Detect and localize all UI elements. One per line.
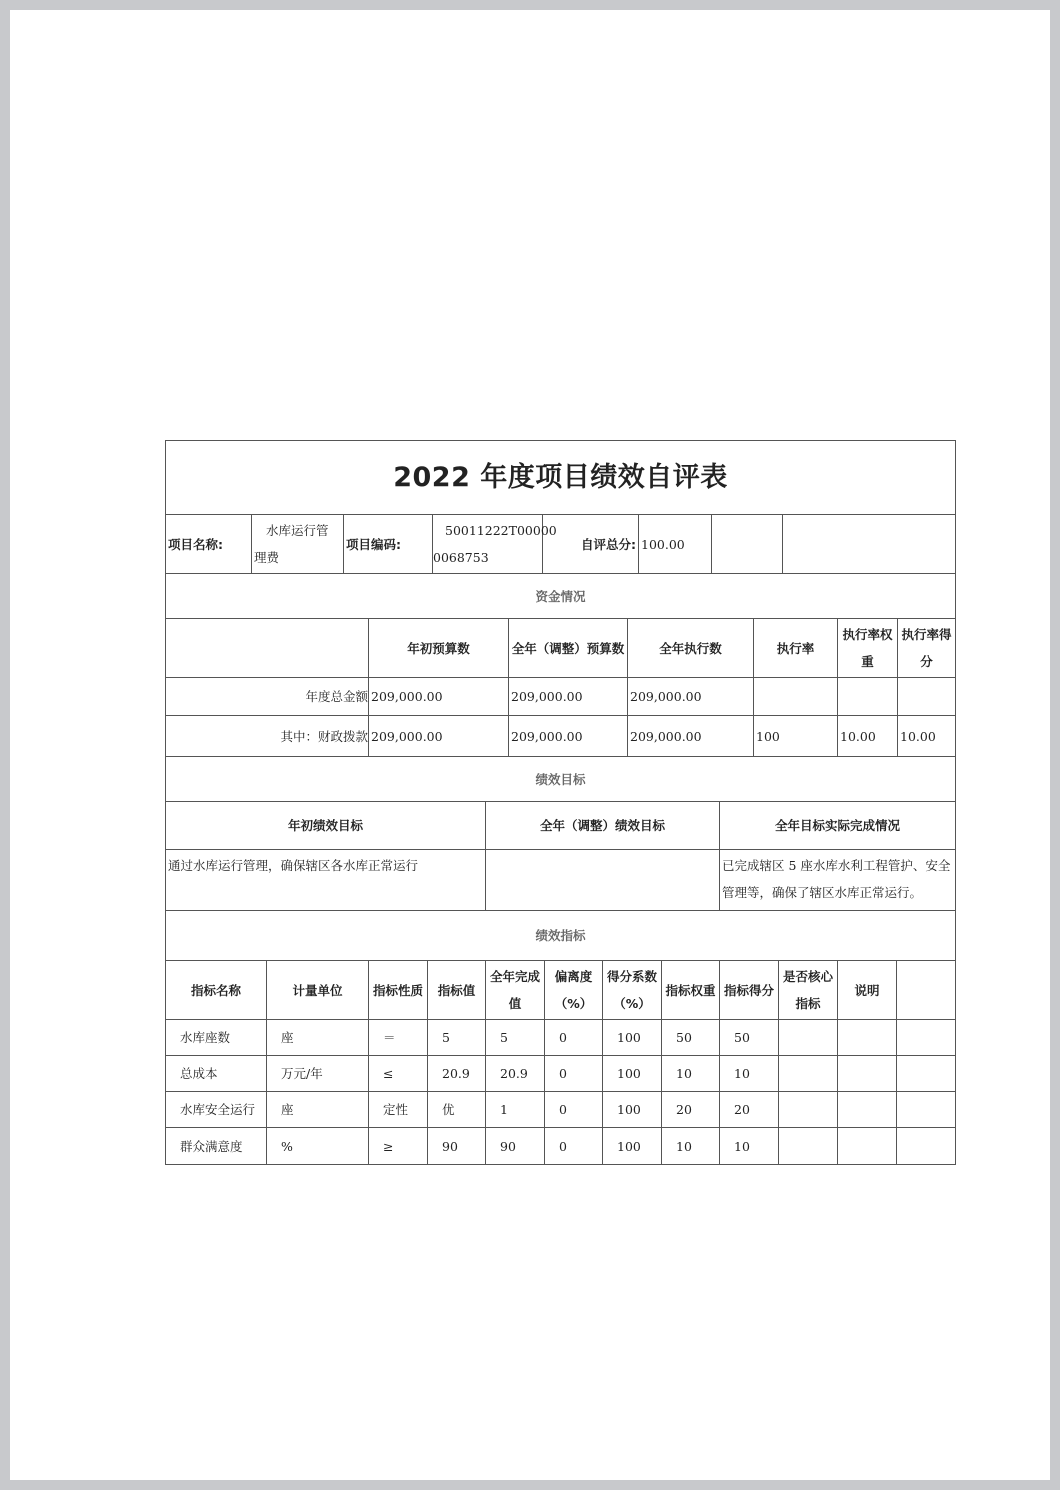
indicator-coefficient: 100 xyxy=(603,1092,662,1127)
funds-adjusted-value: 209,000.00 xyxy=(509,678,628,715)
header-completed-line2: 值 xyxy=(508,996,522,1011)
funds-executed-value: 209,000.00 xyxy=(628,716,754,756)
indicator-completed: 90 xyxy=(486,1128,545,1164)
header-rate-score-line2: 分 xyxy=(920,654,933,669)
indicator-deviation: 0 xyxy=(545,1056,603,1091)
indicator-note xyxy=(838,1092,897,1127)
indicator-weight: 50 xyxy=(662,1020,720,1055)
header-executed: 全年执行数 xyxy=(628,619,754,677)
goals-header-row xyxy=(166,802,955,850)
project-name-label: 项目名称: xyxy=(166,515,252,573)
header-rate-score xyxy=(898,619,955,677)
funds-adjusted-value: 209,000.00 xyxy=(509,716,628,756)
header-note: 说明 xyxy=(838,961,897,1019)
indicator-note xyxy=(838,1020,897,1055)
indicator-name: 水库安全运行 xyxy=(166,1092,267,1127)
indicator-nature: ≤ xyxy=(369,1056,428,1091)
header-deviation-line1: 偏离度 xyxy=(554,969,593,984)
header-core xyxy=(779,961,838,1019)
header-deviation xyxy=(545,961,603,1019)
funds-row-label: 其中：财政拨款 xyxy=(166,716,369,756)
funds-row-fiscal xyxy=(166,716,955,757)
indicator-weight: 10 xyxy=(662,1128,720,1164)
table-row xyxy=(166,1056,955,1092)
project-name-line1: 水库运行管 xyxy=(266,523,329,538)
actual-completion-text xyxy=(720,850,955,910)
header-core-line1: 是否核心 xyxy=(782,969,833,984)
indicator-deviation: 0 xyxy=(545,1128,603,1164)
indicator-core xyxy=(779,1092,838,1127)
indicators-section-row xyxy=(166,911,955,961)
funds-rate-value xyxy=(754,678,838,715)
indicator-nature: 定性 xyxy=(369,1092,428,1127)
indicator-deviation: 0 xyxy=(545,1092,603,1127)
header-actual-completion: 全年目标实际完成情况 xyxy=(774,818,900,833)
indicator-note xyxy=(838,1056,897,1091)
initial-goal-line: 通过水库运行管理，确保辖区各水库正常运行 xyxy=(168,858,419,873)
header-adjusted-goal: 全年（调整）绩效目标 xyxy=(486,802,720,849)
blank-cell xyxy=(897,1128,955,1164)
header-coefficient-line2: （%） xyxy=(613,996,651,1011)
indicator-coefficient: 100 xyxy=(603,1128,662,1164)
indicator-nature: ＝ xyxy=(369,1020,428,1055)
indicator-score: 20 xyxy=(720,1092,779,1127)
indicator-value: 5 xyxy=(428,1020,486,1055)
indicator-core xyxy=(779,1128,838,1164)
actual-completion-line1: 已完成辖区 5 座水库水利工程管护、安全 xyxy=(722,858,951,873)
indicator-unit: 座 xyxy=(267,1020,369,1055)
blank-cell xyxy=(897,1020,955,1055)
indicator-unit: 座 xyxy=(267,1092,369,1127)
indicator-coefficient: 100 xyxy=(603,1020,662,1055)
funds-weight-value xyxy=(838,678,898,715)
header-rate: 执行率 xyxy=(754,619,838,677)
indicator-name: 群众满意度 xyxy=(166,1128,267,1164)
table-row xyxy=(166,1128,955,1164)
project-code-label: 项目编码: xyxy=(344,515,433,573)
indicator-name: 水库座数 xyxy=(166,1020,267,1055)
header-nature: 指标性质 xyxy=(369,961,428,1019)
header-rate-weight-line1: 执行率权 xyxy=(842,627,893,642)
project-name-line2: 理费 xyxy=(254,550,280,565)
funds-section-label: 资金情况 xyxy=(535,588,586,604)
indicator-nature: ≥ xyxy=(369,1128,428,1164)
header-deviation-line2: （%） xyxy=(554,996,593,1011)
blank-cell xyxy=(166,619,369,677)
header-score: 指标得分 xyxy=(720,961,779,1019)
goals-content-row xyxy=(166,850,955,911)
blank-cell xyxy=(897,1092,955,1127)
title-row xyxy=(166,441,955,515)
funds-row-label: 年度总金额 xyxy=(166,678,369,715)
project-code-line2: 0068753 xyxy=(433,550,489,565)
header-rate-weight xyxy=(838,619,898,677)
indicator-unit: % xyxy=(267,1128,369,1164)
funds-initial-value: 209,000.00 xyxy=(369,716,509,756)
indicator-core xyxy=(779,1056,838,1091)
indicator-value: 20.9 xyxy=(428,1056,486,1091)
header-rate-weight-line2: 重 xyxy=(861,654,874,669)
funds-weight-value: 10.00 xyxy=(838,716,898,756)
funds-score-value xyxy=(898,678,955,715)
project-info-row xyxy=(166,515,955,574)
funds-initial-value: 209,000.00 xyxy=(369,678,509,715)
header-coefficient-line1: 得分系数 xyxy=(606,969,657,984)
funds-score-value: 10.00 xyxy=(900,728,936,744)
indicator-name: 总成本 xyxy=(166,1056,267,1091)
indicator-note xyxy=(838,1128,897,1164)
header-initial-budget: 年初预算数 xyxy=(369,619,509,677)
goals-section-label: 绩效目标 xyxy=(535,771,586,787)
funds-row-total xyxy=(166,678,955,716)
indicator-value: 优 xyxy=(428,1092,486,1127)
funds-header-row xyxy=(166,619,955,678)
header-completed-line1: 全年完成 xyxy=(489,969,540,984)
actual-completion-line2: 管理等，确保了辖区水库正常运行。 xyxy=(722,885,923,900)
indicator-value: 90 xyxy=(428,1128,486,1164)
indicator-score: 50 xyxy=(720,1020,779,1055)
header-unit: 计量单位 xyxy=(267,961,369,1019)
project-name-value xyxy=(252,515,344,573)
indicator-completed: 5 xyxy=(486,1020,545,1055)
project-code-value xyxy=(433,515,557,573)
header-completed xyxy=(486,961,545,1019)
indicator-weight: 20 xyxy=(662,1092,720,1127)
self-score-value: 100.00 xyxy=(639,515,712,573)
funds-section-row xyxy=(166,574,955,619)
table-row xyxy=(166,1092,955,1128)
indicator-coefficient: 100 xyxy=(603,1056,662,1091)
initial-goal-text xyxy=(166,850,486,910)
header-indicator-name: 指标名称 xyxy=(166,961,267,1019)
funds-executed-value: 209,000.00 xyxy=(628,678,754,715)
indicator-score: 10 xyxy=(720,1056,779,1091)
indicator-deviation: 0 xyxy=(545,1020,603,1055)
page-title: 2022 年度项目绩效自评表 xyxy=(393,462,728,493)
header-adjusted-budget: 全年（调整）预算数 xyxy=(509,619,628,677)
blank-cell xyxy=(712,515,783,573)
header-weight: 指标权重 xyxy=(662,961,720,1019)
self-score-label: 自评总分: xyxy=(543,515,639,573)
adjusted-goal-text xyxy=(486,850,720,910)
indicator-completed: 20.9 xyxy=(486,1056,545,1091)
indicator-weight: 10 xyxy=(662,1056,720,1091)
header-core-line2: 指标 xyxy=(795,996,821,1011)
table-row xyxy=(166,1020,955,1056)
project-code-line1: 50011222T00000 xyxy=(445,523,557,538)
indicator-completed: 1 xyxy=(486,1092,545,1127)
header-coefficient xyxy=(603,961,662,1019)
document-page xyxy=(10,10,1050,1480)
indicator-core xyxy=(779,1020,838,1055)
indicators-section-label: 绩效指标 xyxy=(535,928,586,943)
goals-section-row xyxy=(166,757,955,802)
header-rate-score-line1: 执行率得 xyxy=(901,627,952,642)
indicators-header-row xyxy=(166,961,955,1020)
blank-cell xyxy=(897,1056,955,1091)
blank-cell xyxy=(897,961,955,1019)
indicator-score: 10 xyxy=(720,1128,779,1164)
indicator-unit: 万元/年 xyxy=(267,1056,369,1091)
header-initial-goal: 年初绩效目标 xyxy=(166,802,486,849)
blank-cell xyxy=(783,515,955,573)
header-value: 指标值 xyxy=(428,961,486,1019)
funds-rate-value: 100 xyxy=(754,716,838,756)
performance-table xyxy=(165,440,956,1165)
